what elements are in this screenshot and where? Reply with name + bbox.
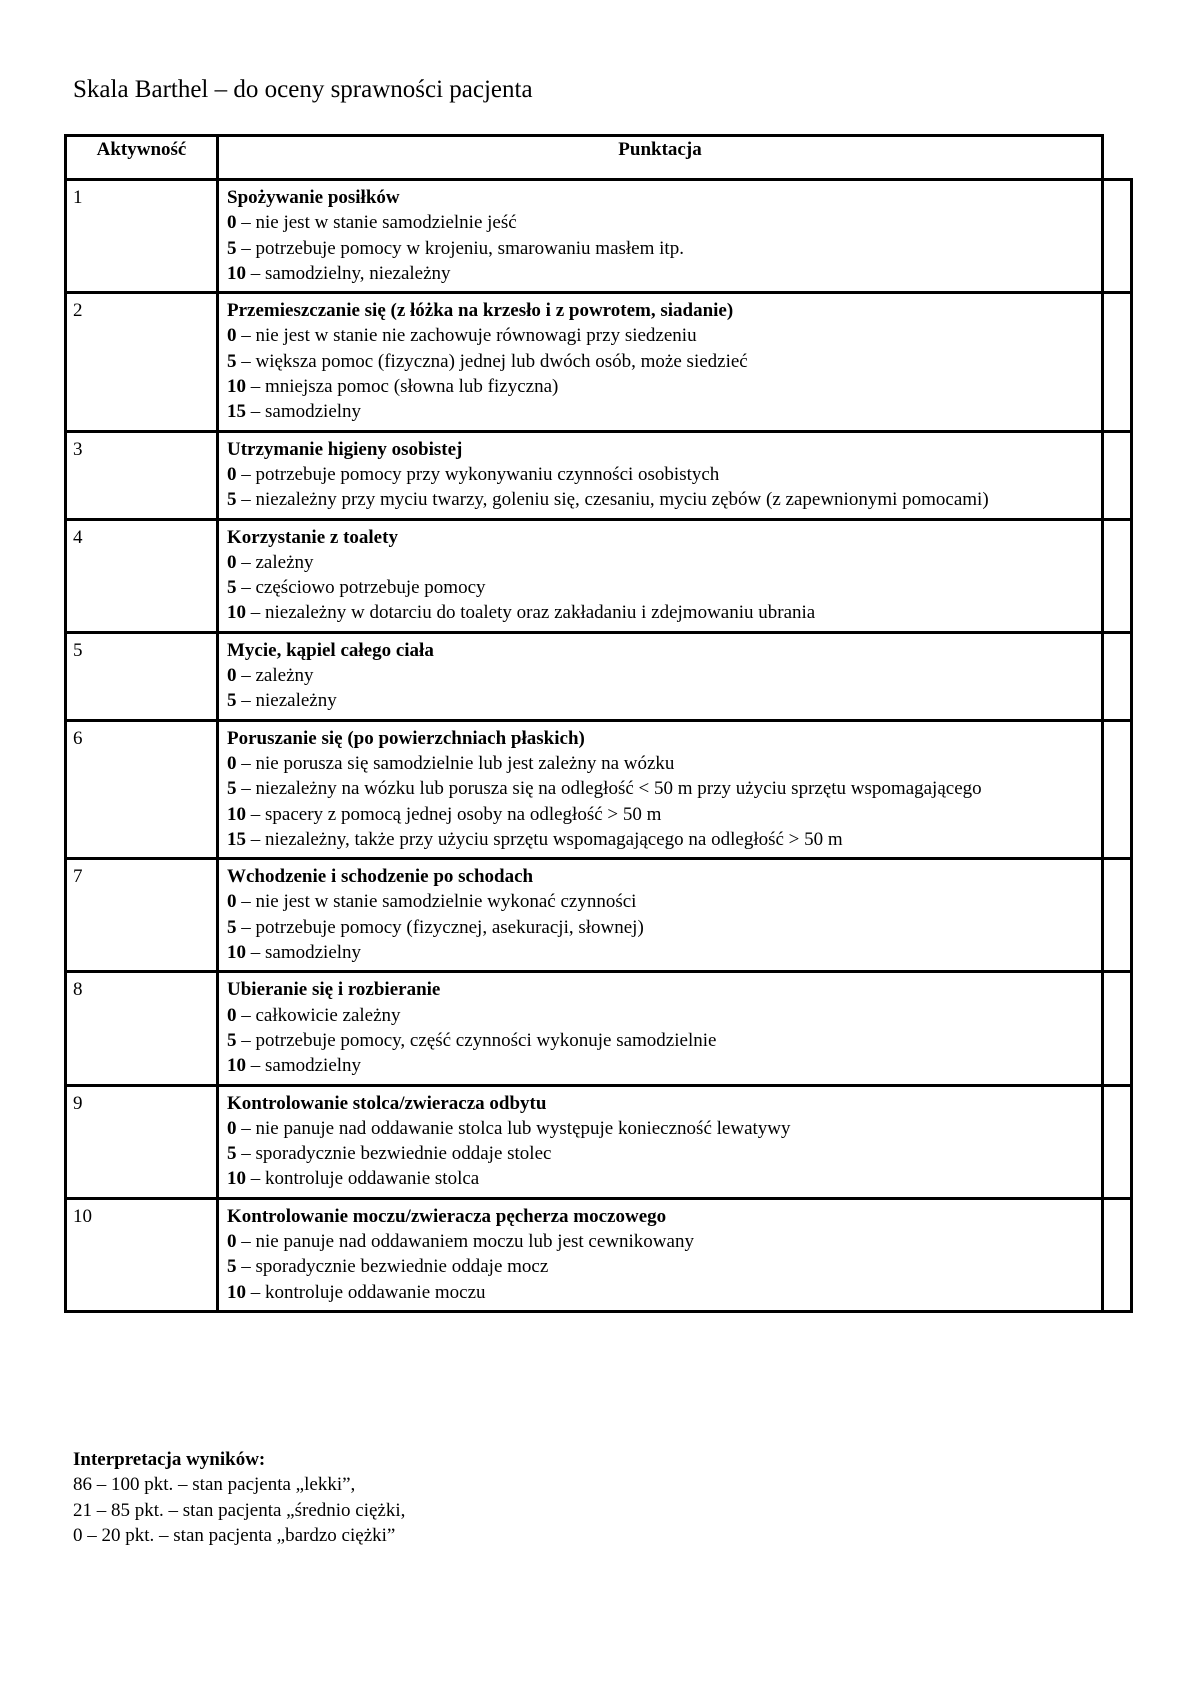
score-points: 10 xyxy=(227,1168,246,1190)
score-text: – częściowo potrzebuje pomocy xyxy=(236,577,486,599)
table-row xyxy=(66,431,1132,519)
score-text: – potrzebuje pomocy w krojeniu, smarowaniu masłem itp. xyxy=(236,237,684,259)
activity-number: 10 xyxy=(66,1198,218,1311)
score-option xyxy=(227,1028,1095,1053)
empty-score-cell xyxy=(1103,720,1132,858)
score-points: 0 xyxy=(227,1230,237,1252)
activity-description xyxy=(218,972,1103,1085)
score-text: – potrzebuje pomocy przy wykonywaniu czynności osobistych xyxy=(236,463,720,485)
score-option xyxy=(227,1141,1095,1166)
activity-description xyxy=(218,859,1103,972)
activity-number: 2 xyxy=(66,293,218,431)
score-option xyxy=(227,1254,1095,1279)
score-text: – samodzielny xyxy=(246,942,362,964)
score-option xyxy=(227,751,1095,776)
score-option xyxy=(227,915,1095,940)
score-text: – kontroluje oddawanie moczu xyxy=(246,1281,486,1303)
score-text: – całkowicie zależny xyxy=(236,1004,401,1026)
activity-description xyxy=(218,1198,1103,1311)
score-points: 5 xyxy=(227,350,237,372)
empty-score-cell xyxy=(1103,519,1132,632)
score-text: – większa pomoc (fizyczna) jednej lub dwóch osób, może siedzieć xyxy=(236,350,748,372)
score-option xyxy=(227,802,1095,827)
score-points: 10 xyxy=(227,1055,246,1077)
score-option xyxy=(227,261,1095,286)
activity-description xyxy=(218,293,1103,431)
score-option xyxy=(227,1229,1095,1254)
score-points: 5 xyxy=(227,577,237,599)
empty-score-cell xyxy=(1103,972,1132,1085)
score-points: 5 xyxy=(227,690,237,712)
score-text: – nie panuje nad oddawaniem moczu lub jest cewnikowany xyxy=(236,1230,694,1252)
score-text: – samodzielny xyxy=(246,401,362,423)
score-points: 10 xyxy=(227,602,246,624)
score-option xyxy=(227,462,1095,487)
score-text: – nie jest w stanie samodzielnie jeść xyxy=(236,212,517,234)
interpretation-line: 86 – 100 pkt. – stan pacjenta „lekki”, xyxy=(73,1474,356,1496)
interpretation-line: 0 – 20 pkt. – stan pacjenta „bardzo ciężki” xyxy=(73,1524,396,1546)
score-text: – niezależny przy myciu twarzy, goleniu się, czesaniu, myciu zębów (z zapewnionymi pomocami) xyxy=(236,489,989,511)
score-option xyxy=(227,550,1095,575)
score-text: – potrzebuje pomocy (fizycznej, asekuracji, słownej) xyxy=(236,916,644,938)
empty-score-cell xyxy=(1103,632,1132,720)
score-option xyxy=(227,1116,1095,1141)
score-text: – zależny xyxy=(236,551,314,573)
score-points: 0 xyxy=(227,212,237,234)
activity-title: Kontrolowanie stolca/zwieracza odbytu xyxy=(227,1092,547,1114)
empty-score-cell xyxy=(1103,431,1132,519)
score-text: – niezależny, także przy użyciu sprzętu wspomagającego na odległość > 50 m xyxy=(246,828,843,850)
score-text: – kontroluje oddawanie stolca xyxy=(246,1168,480,1190)
score-text: – nie panuje nad oddawanie stolca lub występuje konieczność lewatywy xyxy=(236,1117,791,1139)
score-text: – nie jest w stanie nie zachowuje równowagi przy siedzeniu xyxy=(236,325,697,347)
activity-description xyxy=(218,720,1103,858)
score-option xyxy=(227,1280,1095,1305)
score-option xyxy=(227,575,1095,600)
score-points: 10 xyxy=(227,376,246,398)
score-points: 15 xyxy=(227,401,246,423)
score-points: 10 xyxy=(227,262,246,284)
score-option xyxy=(227,236,1095,261)
document-title: Skala Barthel – do oceny sprawności pacjenta xyxy=(73,76,533,103)
barthel-scale-table xyxy=(64,134,1133,1313)
interpretation-section xyxy=(73,1447,405,1548)
activity-number: 4 xyxy=(66,519,218,632)
table-row xyxy=(66,1085,1132,1198)
score-points: 5 xyxy=(227,1143,237,1165)
activity-title: Ubieranie się i rozbieranie xyxy=(227,979,441,1001)
table-row xyxy=(66,293,1132,431)
activity-title: Spożywanie posiłków xyxy=(227,187,400,208)
score-points: 10 xyxy=(227,1281,246,1303)
header-blank-cell xyxy=(1103,136,1132,180)
activity-title: Kontrolowanie moczu/zwieracza pęcherza moczowego xyxy=(227,1205,667,1227)
table-row xyxy=(66,519,1132,632)
activity-number: 3 xyxy=(66,431,218,519)
score-option xyxy=(227,1166,1095,1191)
activity-title: Mycie, kąpiel całego ciała xyxy=(227,639,434,661)
score-points: 0 xyxy=(227,891,237,913)
score-option xyxy=(227,663,1095,688)
activity-description xyxy=(218,431,1103,519)
score-points: 10 xyxy=(227,803,246,825)
activity-title: Przemieszczanie się (z łóżka na krzesło i z powrotem, siadanie) xyxy=(227,300,734,322)
score-points: 5 xyxy=(227,778,237,800)
score-points: 5 xyxy=(227,237,237,259)
score-text: – sporadycznie bezwiednie oddaje stolec xyxy=(236,1143,552,1165)
activity-number: 7 xyxy=(66,859,218,972)
score-points: 5 xyxy=(227,916,237,938)
score-option xyxy=(227,210,1095,235)
activity-title: Wchodzenie i schodzenie po schodach xyxy=(227,866,534,888)
score-text: – potrzebuje pomocy, część czynności wykonuje samodzielnie xyxy=(236,1029,717,1051)
empty-score-cell xyxy=(1103,1085,1132,1198)
score-option xyxy=(227,688,1095,713)
score-option xyxy=(227,323,1095,348)
activity-number: 6 xyxy=(66,720,218,858)
activity-description xyxy=(218,1085,1103,1198)
empty-score-cell xyxy=(1103,859,1132,972)
score-option xyxy=(227,349,1095,374)
activity-title: Korzystanie z toalety xyxy=(227,526,398,548)
activity-description xyxy=(218,519,1103,632)
score-points: 0 xyxy=(227,551,237,573)
empty-score-cell xyxy=(1103,180,1132,293)
activity-description xyxy=(218,632,1103,720)
table-row xyxy=(66,180,1132,293)
score-text: – niezależny xyxy=(236,690,337,712)
header-score: Punktacja xyxy=(218,136,1103,180)
score-option xyxy=(227,487,1095,512)
score-option xyxy=(227,827,1095,852)
score-text: – niezależny na wózku lub porusza się na odległość < 50 m przy użyciu sprzętu wspomagającego xyxy=(236,778,982,800)
score-text: – samodzielny xyxy=(246,1055,362,1077)
score-points: 0 xyxy=(227,665,237,687)
score-text: – nie porusza się samodzielnie lub jest zależny na wózku xyxy=(236,752,675,774)
score-text: – nie jest w stanie samodzielnie wykonać czynności xyxy=(236,891,637,913)
score-option xyxy=(227,1003,1095,1028)
score-points: 0 xyxy=(227,1004,237,1026)
activity-number: 5 xyxy=(66,632,218,720)
activity-title: Poruszanie się (po powierzchniach płaskich) xyxy=(227,727,585,749)
header-activity: Aktywność xyxy=(66,136,218,180)
score-points: 5 xyxy=(227,1029,237,1051)
table-row xyxy=(66,1198,1132,1311)
score-option xyxy=(227,374,1095,399)
activity-description xyxy=(218,180,1103,293)
interpretation-line: 21 – 85 pkt. – stan pacjenta „średnio ciężki, xyxy=(73,1499,406,1521)
activity-number: 8 xyxy=(66,972,218,1085)
score-text: – mniejsza pomoc (słowna lub fizyczna) xyxy=(246,376,559,398)
score-text: – sporadycznie bezwiednie oddaje mocz xyxy=(236,1256,549,1278)
score-option xyxy=(227,399,1095,424)
empty-score-cell xyxy=(1103,293,1132,431)
table-row xyxy=(66,720,1132,858)
score-points: 5 xyxy=(227,489,237,511)
activity-title: Utrzymanie higieny osobistej xyxy=(227,438,463,460)
score-points: 0 xyxy=(227,752,237,774)
activity-number: 9 xyxy=(66,1085,218,1198)
score-points: 5 xyxy=(227,1256,237,1278)
score-points: 0 xyxy=(227,1117,237,1139)
score-option xyxy=(227,889,1095,914)
table-row xyxy=(66,972,1132,1085)
score-option xyxy=(227,940,1095,965)
score-text: – spacery z pomocą jednej osoby na odległość > 50 m xyxy=(246,803,662,825)
score-option xyxy=(227,600,1095,625)
score-points: 10 xyxy=(227,942,246,964)
activity-number: 1 xyxy=(66,180,218,293)
score-text: – niezależny w dotarciu do toalety oraz zakładaniu i zdejmowaniu ubrania xyxy=(246,602,816,624)
empty-score-cell xyxy=(1103,1198,1132,1311)
table-header-row xyxy=(66,136,1132,180)
score-points: 0 xyxy=(227,325,237,347)
table-body xyxy=(66,180,1132,1312)
score-points: 0 xyxy=(227,463,237,485)
score-option xyxy=(227,776,1095,801)
interpretation-title: Interpretacja wyników: xyxy=(73,1449,266,1470)
table-row xyxy=(66,859,1132,972)
score-option xyxy=(227,1053,1095,1078)
score-text: – zależny xyxy=(236,665,314,687)
score-points: 15 xyxy=(227,828,246,850)
score-text: – samodzielny, niezależny xyxy=(246,262,451,284)
table-row xyxy=(66,632,1132,720)
